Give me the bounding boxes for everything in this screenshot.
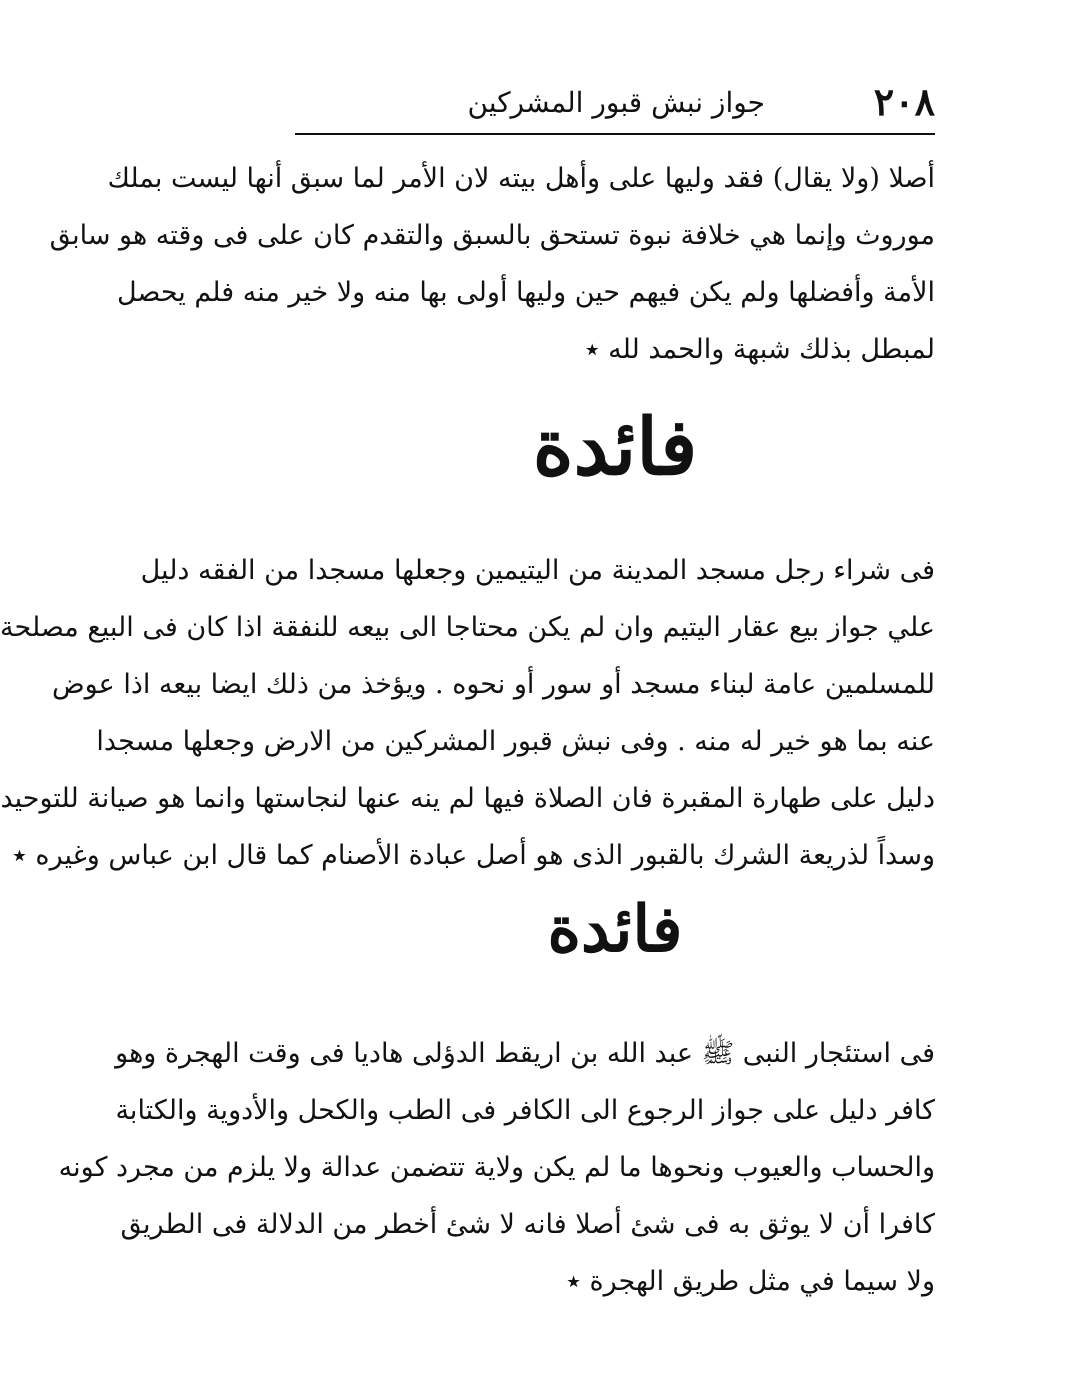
paragraph-hiring-guide [58, 1025, 935, 1310]
text-line: أصلا (ولا يقال) فقد وليها على وأهل بيته لان الأمر لما سبق أنها ليست بملك [107, 163, 935, 194]
text-line: عنه بما هو خير له منه . وفى نبش قبور المشركين من الارض وجعلها مسجدا [96, 726, 935, 757]
text-line: دليل على طهارة المقبرة فان الصلاة فيها لم ينه عنها لنجاستها وانما هو صيانة للتوحيد [0, 783, 935, 814]
page-number: ٢٠٨ [873, 79, 935, 124]
text-line: والحساب والعيوب ونحوها ما لم يكن ولاية تتضمن عدالة ولا يلزم من مجرد كونه [58, 1152, 935, 1183]
section-heading-1: فائدة [532, 402, 698, 493]
text-line: موروث وإنما هي خلافة نبوة تستحق بالسبق والتقدم كان على فى وقته هو سابق [49, 220, 935, 251]
text-line: فى شراء رجل مسجد المدينة من اليتيمين وجعلها مسجدا من الفقه دليل [140, 555, 935, 586]
section-heading-2: فائدة [547, 892, 683, 967]
paragraph-continued [49, 150, 935, 378]
paragraph-mosque-purchase [0, 542, 935, 884]
text-line: كافرا أن لا يوثق به فى شئ أصلا فانه لا شئ أخطر من الدلالة فى الطريق [120, 1209, 935, 1240]
text-line: ولا سيما في مثل طريق الهجرة ٭ [566, 1266, 935, 1297]
text-line: للمسلمين عامة لبناء مسجد أو سور أو نحوه . ويؤخذ من ذلك ايضا بيعه اذا عوض [52, 669, 935, 700]
text-line: كافر دليل على جواز الرجوع الى الكافر فى الطب والكحل والأدوية والكتابة [115, 1095, 935, 1126]
text-line: لمبطل بذلك شبهة والحمد لله ٭ [584, 334, 935, 365]
text-line: علي جواز بيع عقار اليتيم وان لم يكن محتاجا الى بيعه للنفقة اذا كان فى البيع مصلحة [0, 612, 935, 643]
page-header [295, 79, 935, 134]
text-line: وسداً لذريعة الشرك بالقبور الذى هو أصل عبادة الأصنام كما قال ابن عباس وغيره ٭ [12, 840, 935, 871]
header-rule [295, 133, 935, 135]
text-line: فى استئجار النبى ﷺ عبد الله بن اريقط الدؤلى هاديا فى وقت الهجرة وهو [115, 1038, 935, 1069]
text-line: الأمة وأفضلها ولم يكن فيهم حين وليها أولى بها منه ولا خير منه فلم يحصل [116, 277, 935, 308]
running-title: جواز نبش قبور المشركين [467, 86, 765, 119]
